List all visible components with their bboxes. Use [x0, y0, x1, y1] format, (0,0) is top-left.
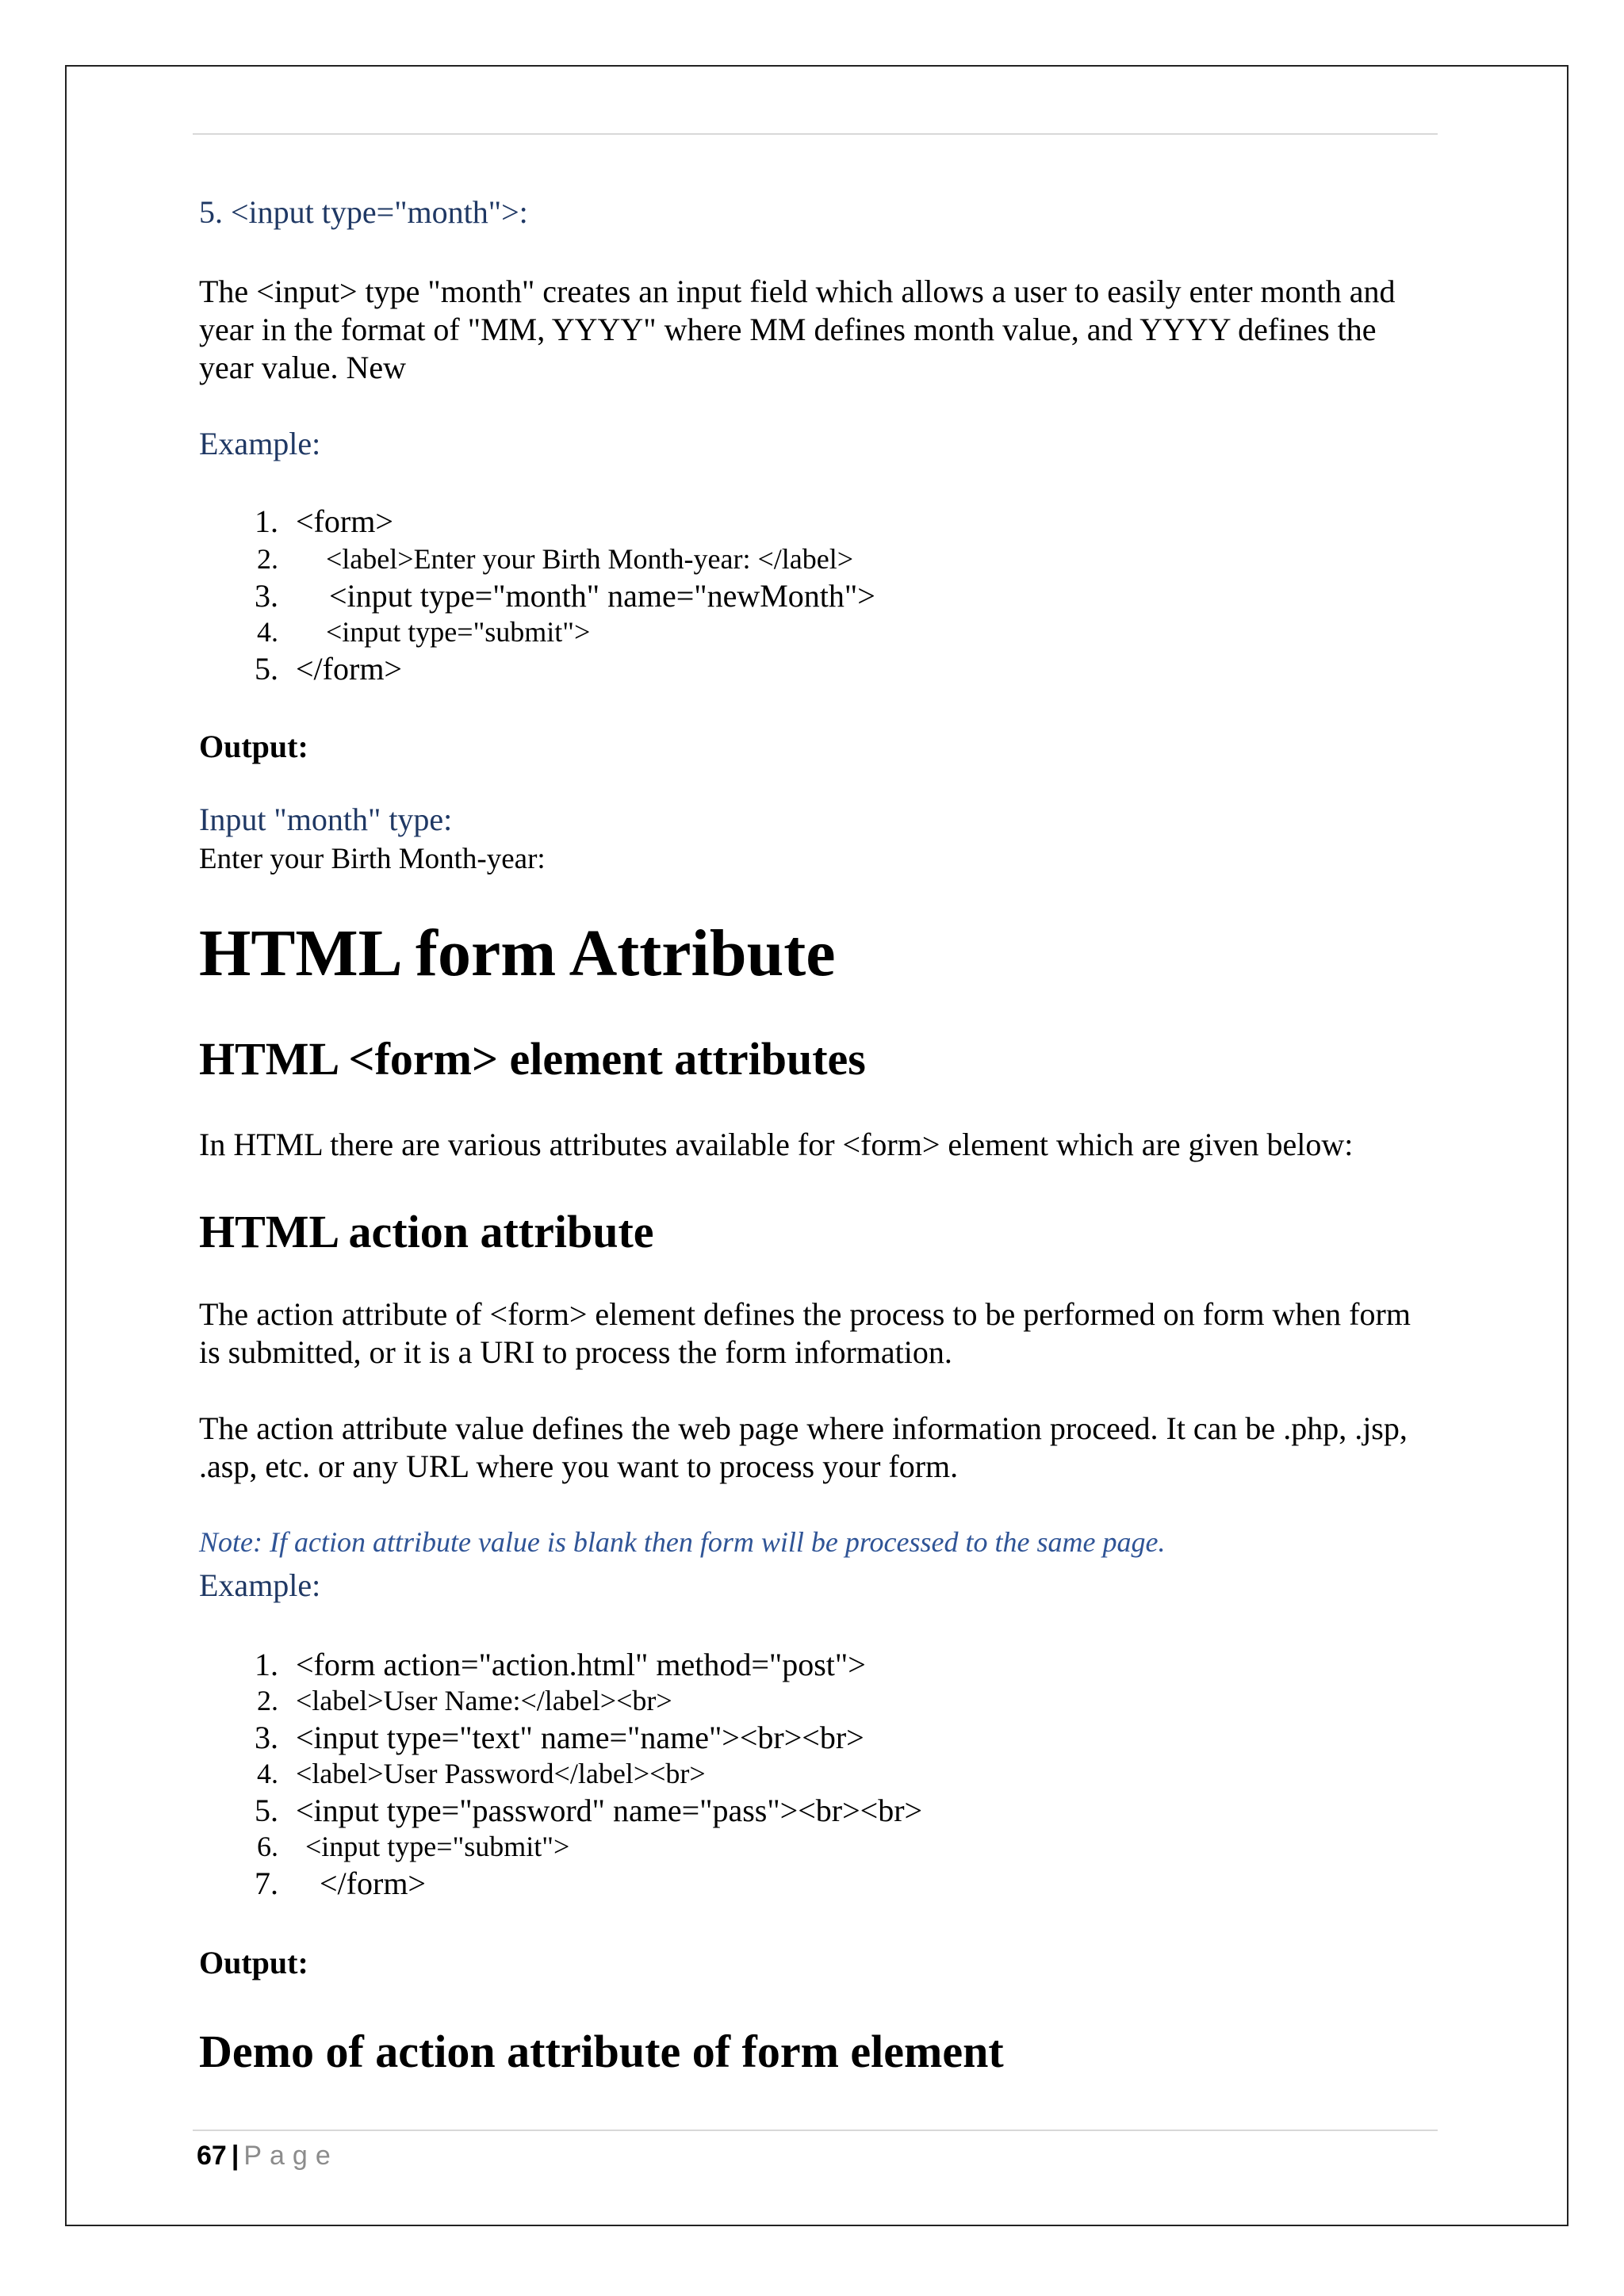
- footer-separator: |: [231, 2141, 239, 2171]
- line-number: 2.: [257, 543, 278, 575]
- output-text: Enter your Birth Month-year:: [199, 843, 546, 875]
- code-text: </form>: [320, 1866, 426, 1901]
- code-text: <label>User Name:</label><br>: [296, 1685, 672, 1716]
- action-note: Note: If action attribute value is blank then form will be processed to the same page.: [199, 1526, 1166, 1558]
- heading-demo-action: Demo of action attribute of form element: [199, 2026, 1004, 2077]
- code-text: <input type="month" name="newMonth">: [329, 578, 875, 614]
- line-number: 2.: [257, 1685, 278, 1716]
- line-number: 3.: [255, 1720, 278, 1755]
- page-title: HTML form Attribute: [199, 916, 836, 990]
- code-text: <label>Enter your Birth Month-year: </label>: [326, 543, 854, 575]
- action-paragraph-2: The action attribute value defines the web page where information proceed. It can be .php, .jsp, .asp, etc. or any URL where you want to process your form.: [199, 1410, 1408, 1484]
- code-text: </form>: [296, 651, 402, 687]
- line-number: 7.: [255, 1866, 278, 1901]
- page-number: 67: [197, 2141, 227, 2171]
- heading-form-elements: HTML <form> element attributes: [199, 1033, 866, 1085]
- line-number: 1.: [255, 1647, 278, 1682]
- elements-paragraph: In HTML there are various attributes available for <form> element which are given below:: [199, 1127, 1354, 1162]
- page-footer: [197, 2141, 339, 2172]
- code-text: <input type="text" name="name"><br><br>: [296, 1720, 864, 1755]
- page-word: Page: [243, 2141, 339, 2171]
- output-label: Output:: [199, 729, 308, 764]
- month-paragraph: The <input> type "month" creates an input field which allows a user to easily enter month and year in the format of "MM, YYYY" where MM defines month value, and YYYY defines the year value. New: [199, 274, 1396, 385]
- header-rule: [193, 133, 1438, 135]
- line-number: 1.: [255, 503, 278, 539]
- line-number: 4.: [257, 616, 278, 648]
- line-number: 6.: [257, 1831, 278, 1862]
- action-paragraph-1: The action attribute of <form> element defines the process to be performed on form when form is submitted, or it is a URI to process the form information.: [199, 1296, 1411, 1370]
- line-number: 4.: [257, 1758, 278, 1789]
- line-number: 3.: [255, 578, 278, 614]
- line-number: 5.: [255, 651, 278, 687]
- heading-action-attribute: HTML action attribute: [199, 1206, 654, 1257]
- section-heading: 5. <input type="month">:: [199, 194, 528, 230]
- example-label: Example:: [199, 426, 321, 461]
- footer-rule: [193, 2130, 1438, 2131]
- line-number: 5.: [255, 1793, 278, 1828]
- output-title: Input "month" type:: [199, 802, 453, 837]
- code-text: <label>User Password</label><br>: [296, 1758, 706, 1789]
- code-text: <form>: [296, 503, 393, 539]
- code-text: <input type="password" name="pass"><br><br>: [296, 1793, 923, 1828]
- code-text: <form action="action.html" method="post">: [296, 1647, 866, 1682]
- code-text: <input type="submit">: [305, 1831, 570, 1862]
- output-label-2: Output:: [199, 1945, 308, 1980]
- example-label-2: Example:: [199, 1567, 321, 1603]
- code-text: <input type="submit">: [326, 616, 591, 648]
